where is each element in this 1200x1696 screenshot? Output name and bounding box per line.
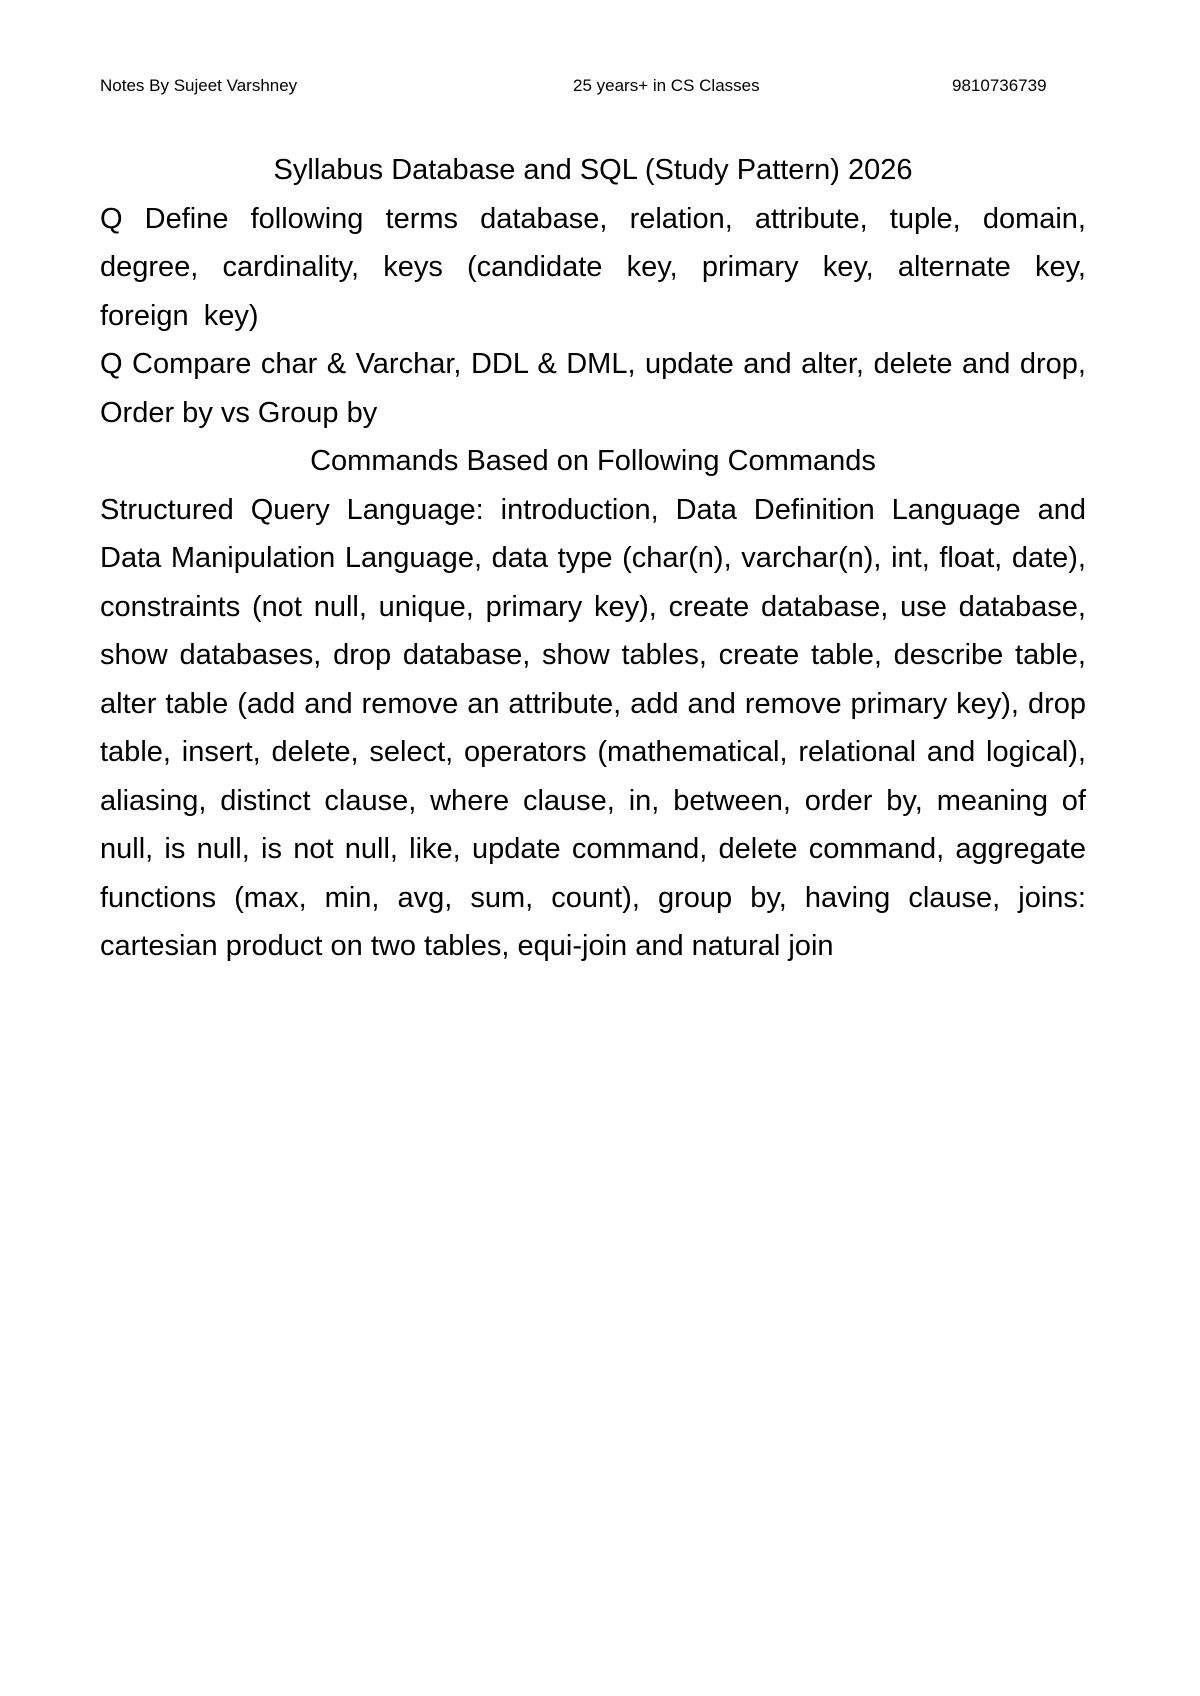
header-experience: 25 years+ in CS Classes — [573, 76, 760, 95]
header-phone: 9810736739 — [952, 76, 1047, 95]
question-define-terms: Q Define following terms database, relation, attribute, tuple, domain, degree, cardinality, keys (candidate key, primary key, alternate key, foreign key) — [100, 202, 1086, 332]
document-title: Syllabus Database and SQL (Study Pattern) 2026 — [273, 154, 913, 186]
commands-heading: Commands Based on Following Commands — [310, 445, 876, 477]
question-compare: Q Compare char & Varchar, DDL & DML, update and alter, delete and drop, Order by vs Group by — [100, 348, 1086, 429]
header-author: Notes By Sujeet Varshney — [100, 76, 298, 95]
page-header — [100, 74, 1052, 98]
page-content — [100, 146, 1086, 971]
commands-body: Structured Query Language: introduction, Data Definition Language and Data Manipulation Language, data type (char(n), varchar(n), int, float, date), constraints (not null, unique, primary key), create database, use database, show databases, drop database, show tables, create table, describe table, alter table (add and remove an attribute, add and remove primary key), drop table, insert, delete, select, operators (mathematical, relational and logical), aliasing, distinct clause, where clause, in, between, order by, meaning of null, is null, is not null, like, update command, delete command, aggregate functions (max, min, avg, sum, count), group by, having clause, joins: cartesian product on two tables, equi-join and natural join — [100, 493, 1086, 962]
